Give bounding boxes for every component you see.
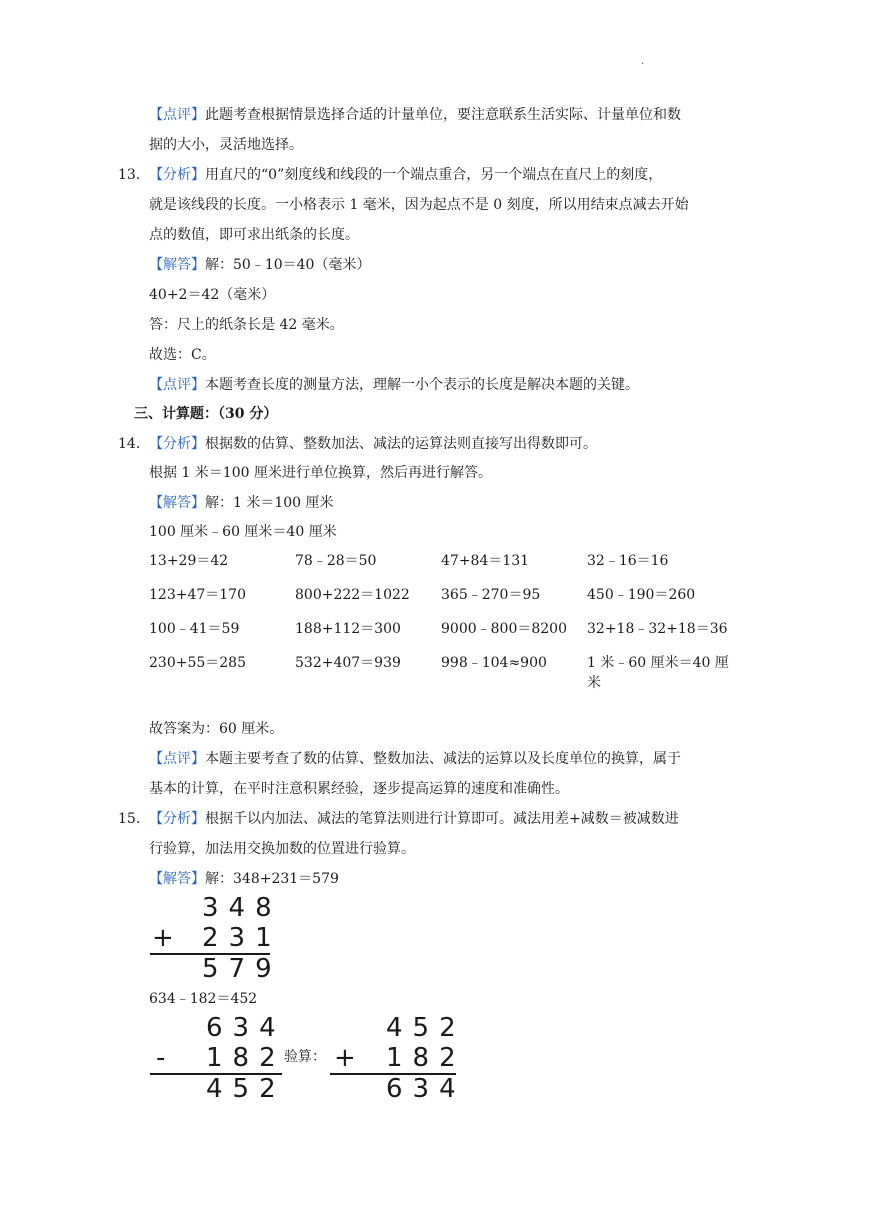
table-row <box>149 585 737 619</box>
plus-sign: + <box>152 923 174 953</box>
section-heading: 三、计算题：（30 分） <box>134 406 278 422</box>
q15-answer-line-1: 【解答】解：348+231＝579 <box>149 871 339 887</box>
q12-review-line-1: 【点评】此题考查根据情景选择合适的计量单位，要注意联系生活实际、计量单位和数 <box>149 107 681 123</box>
analysis-tag: 【分析】 <box>149 167 205 183</box>
q14-answer-line-2: 100 厘米﹣60 厘米＝40 厘米 <box>149 524 337 540</box>
table-cell-wrap: 米 <box>587 675 601 691</box>
vertical-result: 579 <box>202 954 282 984</box>
vertical-bottom-number: 182 <box>386 1043 466 1073</box>
q14-answer-line-3: 故答案为：60 厘米。 <box>149 721 284 737</box>
vertical-result: 452 <box>206 1074 286 1104</box>
answer-tag: 【解答】 <box>149 495 205 511</box>
vertical-top-number: 452 <box>386 1013 466 1043</box>
table-cell: 450﹣190＝260 <box>587 587 696 603</box>
vertical-result: 634 <box>386 1074 466 1104</box>
q14-review-line-1: 【点评】本题主要考查了数的估算、整数加法、减法的运算以及长度单位的换算，属于 <box>149 751 681 767</box>
table-cell: 188+112＝300 <box>295 621 401 637</box>
vertical-verification <box>330 1013 466 1105</box>
q12-review-line-2: 据的大小，灵活地选择。 <box>149 137 303 153</box>
answer-tag: 【解答】 <box>149 257 205 273</box>
calculation-table <box>149 551 737 707</box>
header-mark: . <box>641 56 645 67</box>
table-cell: 998﹣104≈900 <box>441 655 547 671</box>
answer-tag: 【解答】 <box>149 871 205 887</box>
table-cell: 47+84＝131 <box>441 553 530 569</box>
table-cell: 9000﹣800＝8200 <box>441 621 567 637</box>
vertical-subtraction <box>150 1013 284 1105</box>
table-cell: 100﹣41＝59 <box>149 621 240 637</box>
verify-label: 验算： <box>284 1049 326 1065</box>
review-tag: 【点评】 <box>149 107 205 123</box>
vertical-addition <box>150 893 282 985</box>
vertical-bottom-number: 231 <box>202 923 282 953</box>
table-cell: 365﹣270＝95 <box>441 587 541 603</box>
table-cell: 32﹣16＝16 <box>587 553 669 569</box>
table-cell: 13+29＝42 <box>149 553 229 569</box>
table-row <box>149 653 737 707</box>
q13-analysis-line-3: 点的数值，即可求出纸条的长度。 <box>149 227 359 243</box>
question-number-14: 14. <box>118 436 141 452</box>
q13-analysis-line-1: 【分析】用直尺的“0”刻度线和线段的一个端点重合，另一个端点在直尺上的刻度， <box>149 167 663 183</box>
q13-answer-line-3: 答：尺上的纸条长是 42 毫米。 <box>149 317 344 333</box>
q15-analysis-line-2: 行验算，加法用交换加数的位置进行验算。 <box>149 841 415 857</box>
review-tag: 【点评】 <box>149 751 205 767</box>
vertical-top-number: 348 <box>202 893 282 923</box>
q13-review-line-1: 【点评】本题考查长度的测量方法，理解一小个表示的长度是解决本题的关键。 <box>149 377 639 393</box>
question-number-13: 13. <box>118 167 141 183</box>
review-tag: 【点评】 <box>149 377 205 393</box>
question-number-15: 15. <box>118 811 141 827</box>
vertical-bottom-number: 182 <box>206 1043 286 1073</box>
minus-sign: - <box>156 1043 166 1073</box>
q14-analysis-line-1: 【分析】根据数的估算、整数加法、减法的运算法则直接写出得数即可。 <box>149 436 597 452</box>
table-cell: 78﹣28＝50 <box>295 553 377 569</box>
q14-analysis-line-2: 根据 1 米＝100 厘米进行单位换算，然后再进行解答。 <box>149 465 492 481</box>
q13-answer-line-1: 【解答】解：50﹣10＝40（毫米） <box>149 257 371 273</box>
table-cell: 800+222＝1022 <box>295 587 410 603</box>
q13-answer-line-2: 40+2＝42（毫米） <box>149 287 276 303</box>
q15-answer-line-2: 634﹣182＝452 <box>149 991 258 1007</box>
q13-answer-line-4: 故选：C。 <box>149 347 216 363</box>
analysis-tag: 【分析】 <box>149 436 205 452</box>
vertical-top-number: 634 <box>206 1013 286 1043</box>
table-cell: 230+55＝285 <box>149 655 246 671</box>
table-row <box>149 619 737 653</box>
table-cell: 1 米﹣60 厘米＝40 厘 米 <box>587 655 729 691</box>
table-cell: 123+47＝170 <box>149 587 246 603</box>
table-cell: 532+407＝939 <box>295 655 401 671</box>
q15-analysis-line-1: 【分析】根据千以内加法、减法的笔算法则进行计算即可。减法用差+减数＝被减数进 <box>149 811 679 827</box>
table-cell: 32+18﹣32+18＝36 <box>587 621 728 637</box>
q14-review-line-2: 基本的计算，在平时注意积累经验，逐步提高运算的速度和准确性。 <box>149 781 569 797</box>
analysis-tag: 【分析】 <box>149 811 205 827</box>
plus-sign: + <box>334 1043 356 1073</box>
q14-answer-line-1: 【解答】解：1 米＝100 厘米 <box>149 495 334 511</box>
table-row <box>149 551 737 585</box>
q13-analysis-line-2: 就是该线段的长度。一小格表示 1 毫米，因为起点不是 0 刻度，所以用结束点减去开始 <box>149 197 689 213</box>
